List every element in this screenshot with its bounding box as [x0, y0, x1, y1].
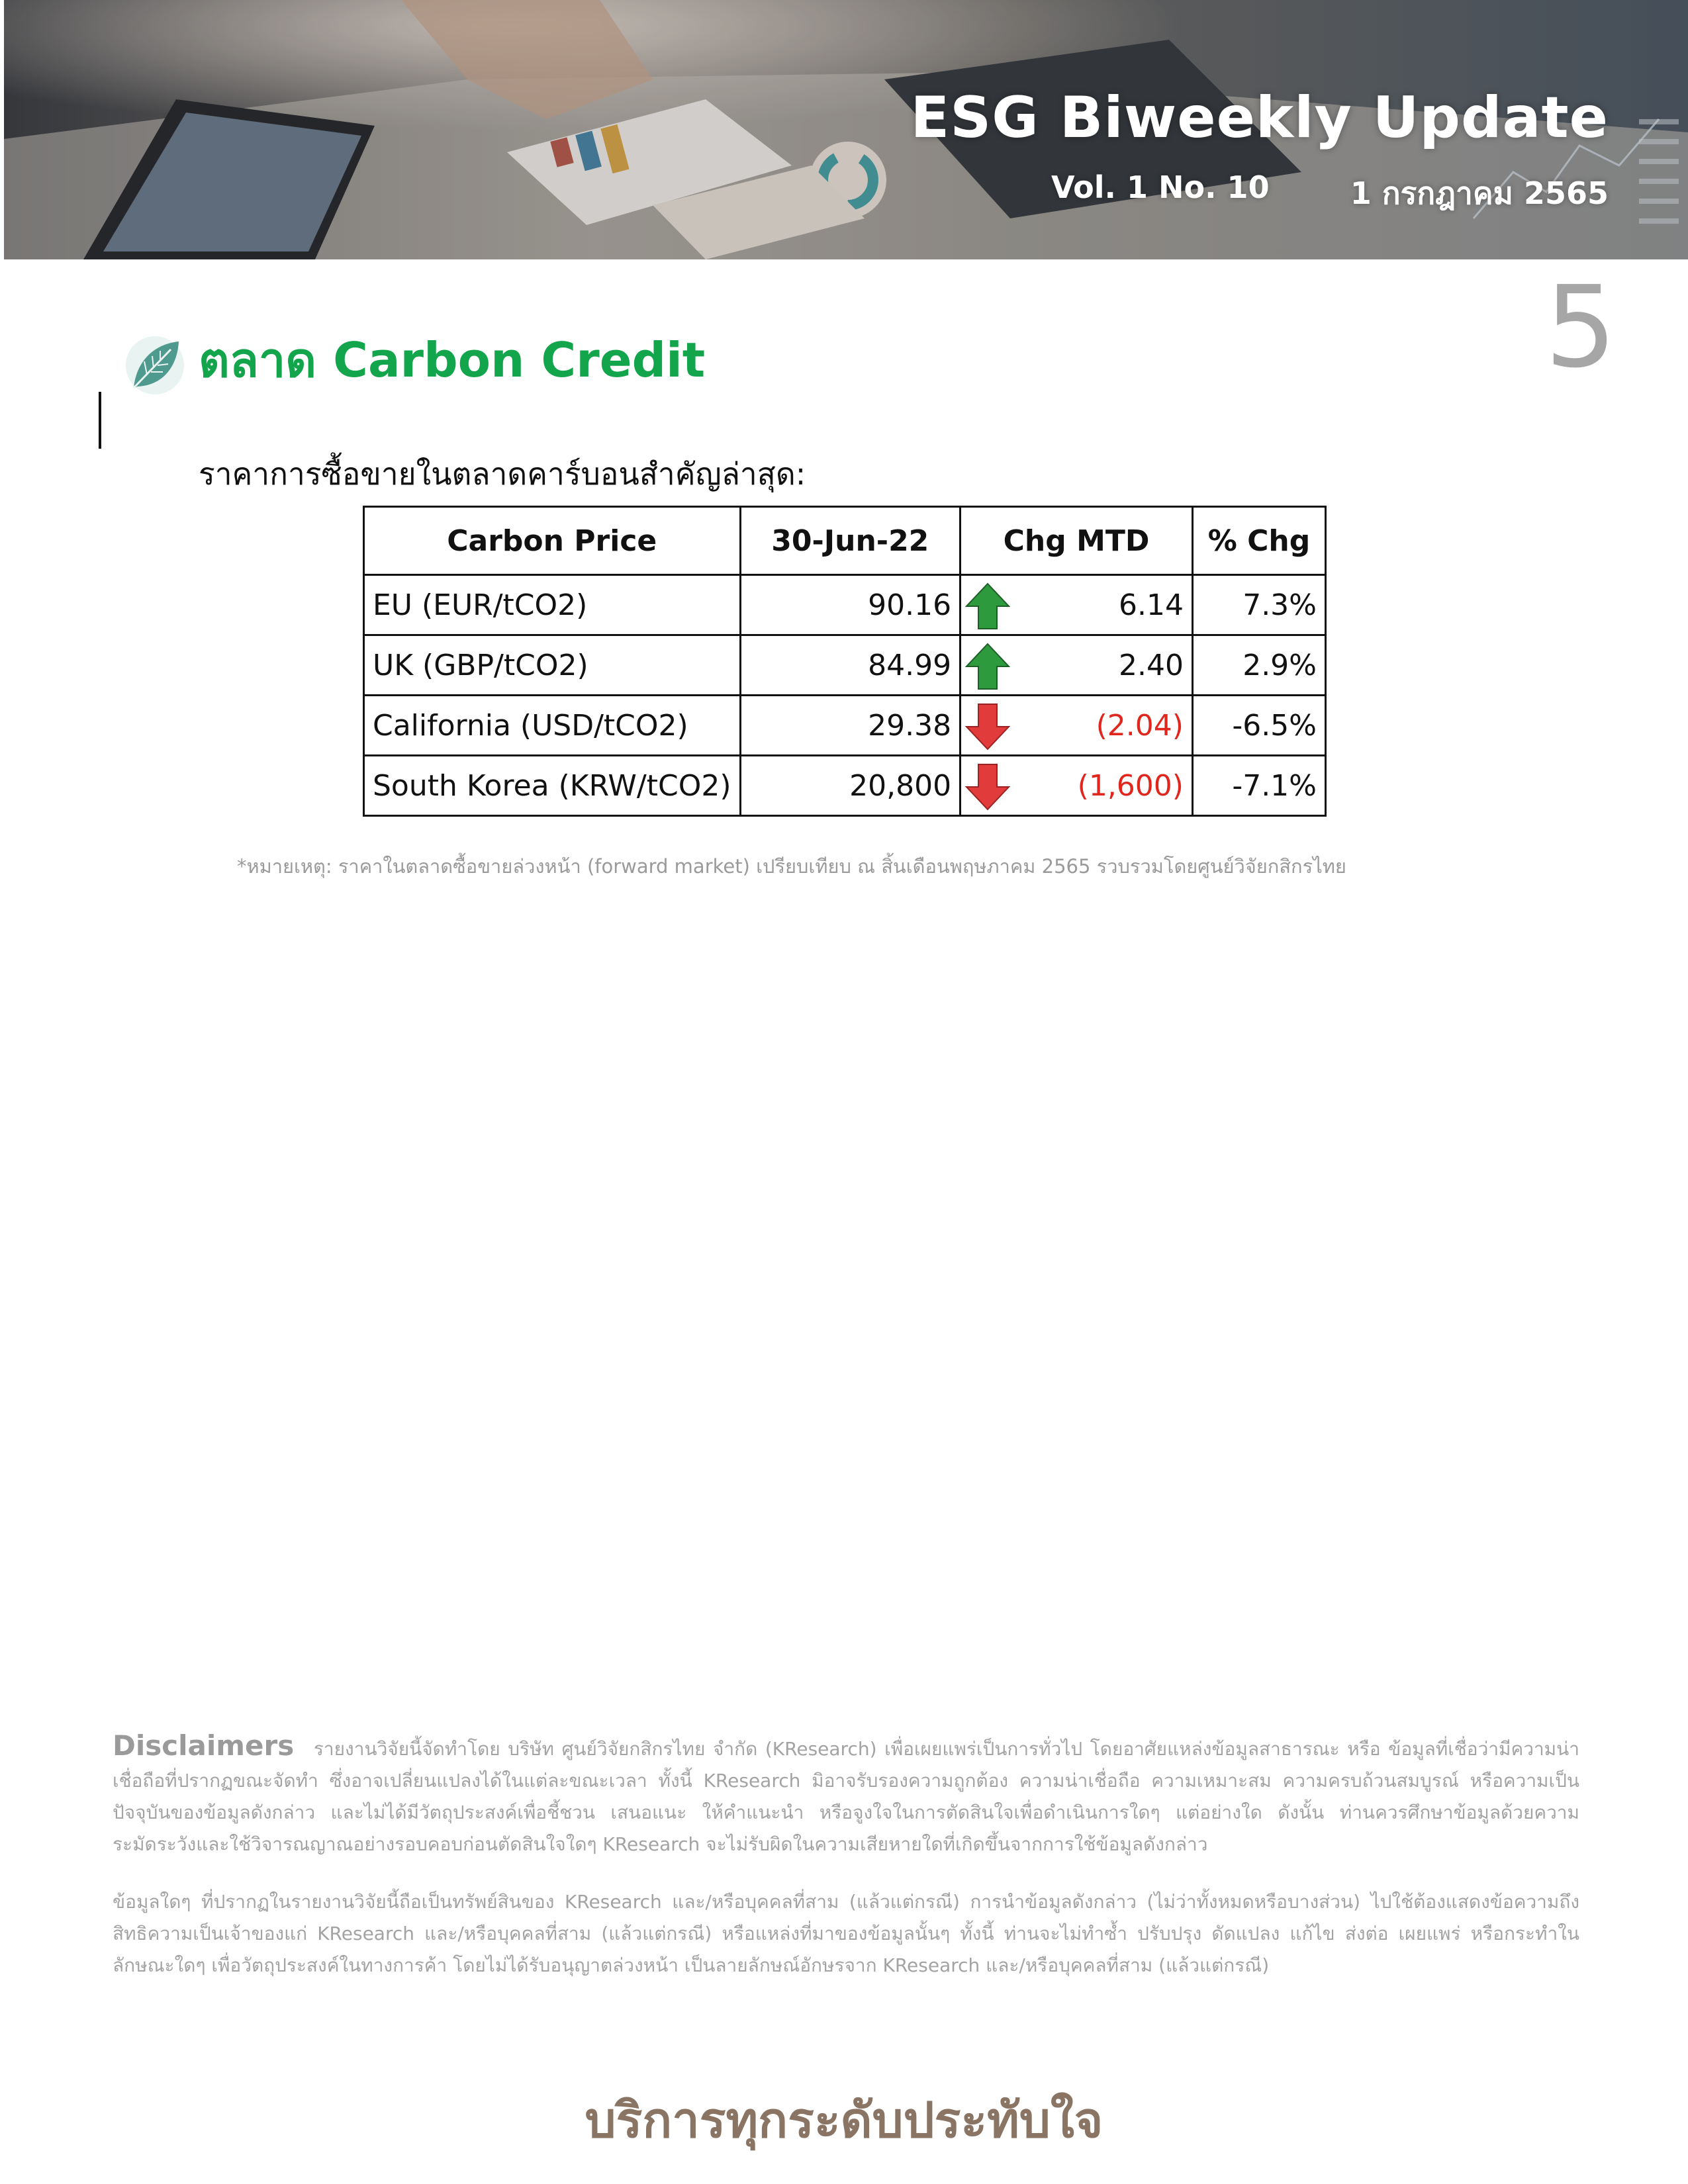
header-carbon-price: Carbon Price [364, 507, 741, 575]
pct-cell: 2.9% [1192, 635, 1325, 696]
market-cell: California (USD/tCO2) [364, 696, 741, 756]
report-title: ESG Biweekly Update [910, 85, 1609, 151]
change-cell [961, 756, 1193, 816]
disclaimer-heading: Disclaimers [113, 1729, 295, 1762]
up-arrow-icon [965, 643, 1010, 690]
change-value: 2.40 [1118, 648, 1184, 682]
pct-cell: -7.1% [1192, 756, 1325, 816]
down-arrow-icon [965, 703, 1010, 751]
section-title: ตลาด Carbon Credit [199, 332, 706, 388]
table-footnote: *หมายเหตุ: ราคาในตลาดซื้อขายล่วงหน้า (forward market) เปรียบเทียบ ณ สิ้นเดือนพฤษภาคม 2565 รวบรวมโดยศูนย์วิจัยกสิกรไทย [237, 855, 1346, 878]
price-cell: 90.16 [740, 575, 961, 635]
leaf-icon [124, 335, 185, 396]
table-row [364, 696, 1326, 756]
change-cell [961, 635, 1193, 696]
table-header-row [364, 507, 1326, 575]
issue-date: 1 กรกฎาคม 2565 [1350, 175, 1609, 211]
header-chg-mtd: Chg MTD [961, 507, 1193, 575]
change-cell [961, 696, 1193, 756]
disclaimer-paragraph-1 [113, 1730, 1579, 1860]
header-banner [4, 0, 1688, 259]
volume-number: Vol. 1 No. 10 [1051, 169, 1270, 205]
disclaimer-text-2: ข้อมูลใดๆ ที่ปรากฏในรายงานวิจัยนี้ถือเป็นทรัพย์สินของ KResearch และ/หรือบุคคลที่สาม (แล้วแต่กรณี) การนำข้อมูลดังกล่าว (ไม่ว่าทั้งหมดหรือบางส่วน) ไปใช้ต้องแสดงข้อความถึงสิทธิความเป็นเจ้าของแก่ KResearch และ/หรือบุคคลที่สาม (แล้วแต่กรณี) หรือแหล่งที่มาของข้อมูลนั้นๆ ทั้งนี้ ท่านจะไม่ทำซ้ำ ปรับปรุง ดัดแปลง แก้ไข ส่งต่อ เผยแพร่ หรือกระทำในลักษณะใดๆ เพื่อวัตถุประสงค์ในทางการค้า โดยไม่ได้รับอนุญาตล่วงหน้า เป็นลายลักษณ์อักษรจาก KResearch และ/หรือบุคคลที่สาม (แล้วแต่กรณี) [113, 1891, 1579, 1976]
text-cursor [99, 392, 101, 449]
up-arrow-icon [965, 582, 1010, 630]
change-value: (1,600) [1077, 768, 1184, 803]
pct-cell: -6.5% [1192, 696, 1325, 756]
change-cell [961, 575, 1193, 635]
disclaimer-text-1: รายงานวิจัยนี้จัดทำโดย บริษัท ศูนย์วิจัยกสิกรไทย จำกัด (KResearch) เพื่อเผยแพร่เป็นการทั่วไป โดยอาศัยแหล่งข้อมูลสาธารณะ หรือ ข้อมูลที่เชื่อว่ามีความน่าเชื่อถือที่ปรากฏขณะจัดทำ ซึ่งอาจเปลี่ยนแปลงได้ในแต่ละขณะเวลา ทั้งนี้ KResearch มิอาจรับรองความถูกต้อง ความน่าเชื่อถือ ความเหมาะสม ความครบถ้วนสมบูรณ์ หรือความเป็นปัจจุบันของข้อมูลดังกล่าว และไม่ได้มีวัตถุประสงค์เพื่อชี้ชวน เสนอแนะ ให้คำแนะนำ หรือจูงใจในการตัดสินใจเพื่อดำเนินการใดๆ แต่อย่างใด ดังนั้น ท่านควรศึกษาข้อมูลด้วยความระมัดระวังและใช้วิจารณญาณอย่างรอบคอบก่อนตัดสินใจใดๆ KResearch จะไม่รับผิดในความเสียหายใดที่เกิดขึ้นจากการใช้ข้อมูลดังกล่าว [113, 1738, 1579, 1855]
disclaimer-paragraph-2 [113, 1886, 1579, 1981]
header-pct-chg: % Chg [1192, 507, 1325, 575]
table-row [364, 635, 1326, 696]
market-cell: South Korea (KRW/tCO2) [364, 756, 741, 816]
price-cell: 29.38 [740, 696, 961, 756]
header-date: 30-Jun-22 [740, 507, 961, 575]
change-value: 6.14 [1118, 588, 1184, 622]
section-intro: ราคาการซื้อขายในตลาดคาร์บอนสำคัญล่าสุด: [199, 456, 806, 492]
change-value: (2.04) [1096, 708, 1184, 743]
market-cell: EU (EUR/tCO2) [364, 575, 741, 635]
carbon-price-table [363, 506, 1327, 817]
down-arrow-icon [965, 763, 1010, 811]
price-cell: 20,800 [740, 756, 961, 816]
page-number: 5 [1544, 262, 1617, 393]
pct-cell: 7.3% [1192, 575, 1325, 635]
table-row [364, 575, 1326, 635]
market-cell: UK (GBP/tCO2) [364, 635, 741, 696]
table-row [364, 756, 1326, 816]
price-cell: 84.99 [740, 635, 961, 696]
footer-slogan: บริการทุกระดับประทับใจ [585, 2092, 1103, 2149]
